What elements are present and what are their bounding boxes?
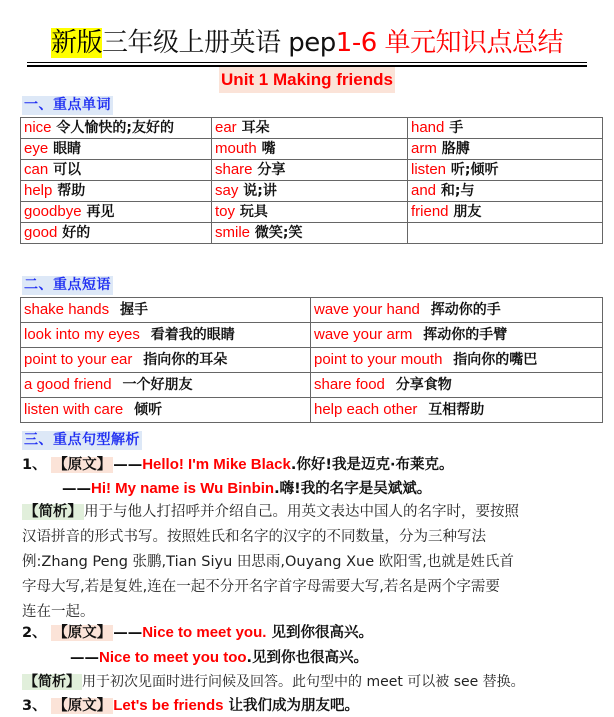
english-term: nice: [24, 119, 52, 136]
english-term: listen with care: [24, 401, 124, 418]
english-term: ear: [215, 119, 237, 136]
english-term: wave your arm: [314, 326, 413, 343]
phrases-table: [20, 297, 603, 423]
english-term: and: [411, 182, 437, 199]
english-term: point to your mouth: [314, 351, 443, 368]
dash: ——: [113, 625, 143, 641]
table-cell: [21, 298, 311, 323]
table-cell: [21, 118, 212, 139]
chinese-meaning: 一个好朋友: [122, 377, 193, 393]
english-term: help each other: [314, 401, 418, 418]
table-cell: [21, 139, 212, 160]
word-row: [21, 139, 603, 160]
chinese-meaning: 握手: [119, 302, 148, 318]
chinese-meaning: 挥动你的手臂: [423, 327, 508, 343]
chinese-meaning: 眼睛: [53, 141, 82, 157]
english-term: share: [215, 161, 253, 178]
chinese-meaning: 分享: [257, 162, 286, 178]
english-term: smile: [215, 224, 251, 241]
english-term: toy: [215, 203, 236, 220]
table-cell: [212, 202, 408, 223]
analysis-tag: 【简析】: [24, 674, 80, 690]
sentence-zh: 让我们成为朋友吧。: [223, 698, 360, 714]
sentence-en: Nice to meet you too: [99, 649, 247, 666]
sentence-en: Let's be friends: [113, 697, 224, 714]
table-cell: [21, 223, 212, 244]
phrase-row: [21, 348, 603, 373]
table-cell: [21, 181, 212, 202]
chinese-meaning: 说;讲: [243, 183, 277, 199]
analysis-line: 例:Zhang Peng 张鹏,Tian Siyu 田思雨,Ouyang Xue 欧阳雪,也就是姓氏首: [22, 554, 514, 570]
word-row: [21, 160, 603, 181]
table-cell: [21, 373, 311, 398]
word-row: [21, 223, 603, 244]
sentence-2-reply: [70, 647, 368, 669]
section-heading-phrases: 二、重点短语: [24, 277, 111, 293]
english-term: point to your ear: [24, 351, 133, 368]
table-cell: [212, 223, 408, 244]
chinese-meaning: 倾听: [134, 402, 163, 418]
chinese-meaning: 和;与: [440, 183, 475, 199]
word-row: [21, 181, 603, 202]
english-term: eye: [24, 140, 49, 157]
phrase-row: [21, 398, 603, 423]
sentence-2-analysis: [22, 670, 598, 695]
table-cell: [311, 323, 603, 348]
chinese-meaning: 听;倾听: [450, 162, 499, 178]
original-tag: 【原文】: [53, 625, 112, 641]
table-cell: [311, 373, 603, 398]
chinese-meaning: 胳膊: [441, 141, 470, 157]
words-table: [20, 117, 603, 244]
table-cell: [212, 118, 408, 139]
sentence-en: Hi! My name is Wu Binbin: [91, 480, 275, 497]
sentence-2-original: [22, 622, 373, 644]
english-term: a good friend: [24, 376, 112, 393]
english-term: share food: [314, 376, 385, 393]
title-red: 1-6 单元知识点总结: [335, 28, 564, 58]
chinese-meaning: 令人愉快的;友好的: [56, 120, 175, 136]
english-term: say: [215, 182, 239, 199]
sentence-zh: .见到你也很高兴。: [246, 650, 369, 666]
chinese-meaning: 看着我的眼睛: [150, 327, 235, 343]
english-term: look into my eyes: [24, 326, 140, 343]
chinese-meaning: 指向你的耳朵: [143, 352, 228, 368]
section-heading-words: 一、重点单词: [24, 97, 111, 113]
title-underline: [27, 62, 587, 63]
chinese-meaning: 耳朵: [241, 120, 270, 136]
sentence-1-reply: [62, 478, 431, 500]
table-cell: [21, 160, 212, 181]
analysis-line: 连在一起。: [22, 604, 95, 620]
word-row: [21, 202, 603, 223]
table-cell: [21, 348, 311, 373]
english-term: hand: [411, 119, 445, 136]
english-term: listen: [411, 161, 447, 178]
chinese-meaning: 玩具: [239, 204, 268, 220]
dash: ——: [62, 481, 91, 497]
title-highlight: 新版: [50, 28, 102, 58]
unit-title: Unit 1 Making friends: [219, 67, 395, 93]
sentence-3-original: [22, 695, 359, 717]
table-cell: [408, 202, 603, 223]
title-main: 三年级上册英语 pep: [102, 28, 336, 58]
unit-heading: [0, 67, 614, 93]
phrase-row: [21, 323, 603, 348]
sentence-number: 2、: [22, 625, 47, 641]
english-term: can: [24, 161, 49, 178]
analysis-line: 字母大写,若是复姓,连在一起不分开名字首字母需要大写,若名是两个字需要: [22, 579, 500, 595]
table-cell: [212, 160, 408, 181]
english-term: friend: [411, 203, 449, 220]
sentence-1-analysis: [22, 500, 598, 625]
chinese-meaning: 挥动你的手: [430, 302, 501, 318]
sentence-number: 1、: [22, 457, 47, 473]
table-cell: [408, 181, 603, 202]
document-title: [0, 26, 614, 60]
table-cell: [311, 298, 603, 323]
chinese-meaning: 微笑;笑: [254, 225, 303, 241]
chinese-meaning: 分享食物: [395, 377, 452, 393]
table-cell: [311, 398, 603, 423]
chinese-meaning: 朋友: [453, 204, 482, 220]
chinese-meaning: 互相帮助: [428, 402, 485, 418]
sentence-en: Nice to meet you.: [142, 624, 267, 641]
sentence-zh: 见到你很高兴。: [266, 625, 373, 641]
analysis-tag: 【简析】: [24, 504, 82, 520]
dash: ——: [70, 650, 99, 666]
table-cell: [408, 118, 603, 139]
table-cell: [212, 139, 408, 160]
table-cell: [21, 202, 212, 223]
chinese-meaning: 嘴: [261, 141, 276, 157]
english-term: arm: [411, 140, 437, 157]
chinese-meaning: 帮助: [57, 183, 86, 199]
chinese-meaning: 手: [449, 120, 464, 136]
analysis-line: 用于初次见面时进行问候及回答。此句型中的 meet 可以被 see 替换。: [82, 674, 525, 690]
word-row: [21, 118, 603, 139]
phrase-row: [21, 298, 603, 323]
sentence-zh: .你好!我是迈克·布莱克。: [290, 457, 454, 473]
table-cell: [21, 323, 311, 348]
dash: ——: [113, 457, 143, 473]
table-cell: [212, 181, 408, 202]
table-cell: [408, 160, 603, 181]
section-heading-sentences: 三、重点句型解析: [24, 432, 140, 448]
original-tag: 【原文】: [53, 457, 112, 473]
english-term: shake hands: [24, 301, 110, 318]
english-term: wave your hand: [314, 301, 420, 318]
table-cell: [408, 139, 603, 160]
english-term: help: [24, 182, 53, 199]
table-cell: [311, 348, 603, 373]
chinese-meaning: 再见: [86, 204, 115, 220]
chinese-meaning: 可以: [53, 162, 82, 178]
english-term: good: [24, 224, 58, 241]
phrase-row: [21, 373, 603, 398]
sentence-zh: .嗨!我的名字是吴斌斌。: [274, 481, 432, 497]
original-tag: 【原文】: [53, 698, 112, 714]
chinese-meaning: 指向你的嘴巴: [453, 352, 538, 368]
english-term: mouth: [215, 140, 257, 157]
table-cell: [21, 398, 311, 423]
sentence-1-original: [22, 454, 453, 476]
analysis-line: 用于与他人打招呼并介绍自己。用英文表达中国人的名字时，要按照: [84, 504, 519, 520]
sentence-en: Hello! I'm Mike Black: [142, 456, 291, 473]
sentence-number: 3、: [22, 698, 47, 714]
table-cell: [408, 223, 603, 244]
chinese-meaning: 好的: [62, 225, 91, 241]
analysis-line: 汉语拼音的形式书写。按照姓氏和名字的汉字的不同数量，分为三种写法: [22, 529, 486, 545]
english-term: goodbye: [24, 203, 82, 220]
